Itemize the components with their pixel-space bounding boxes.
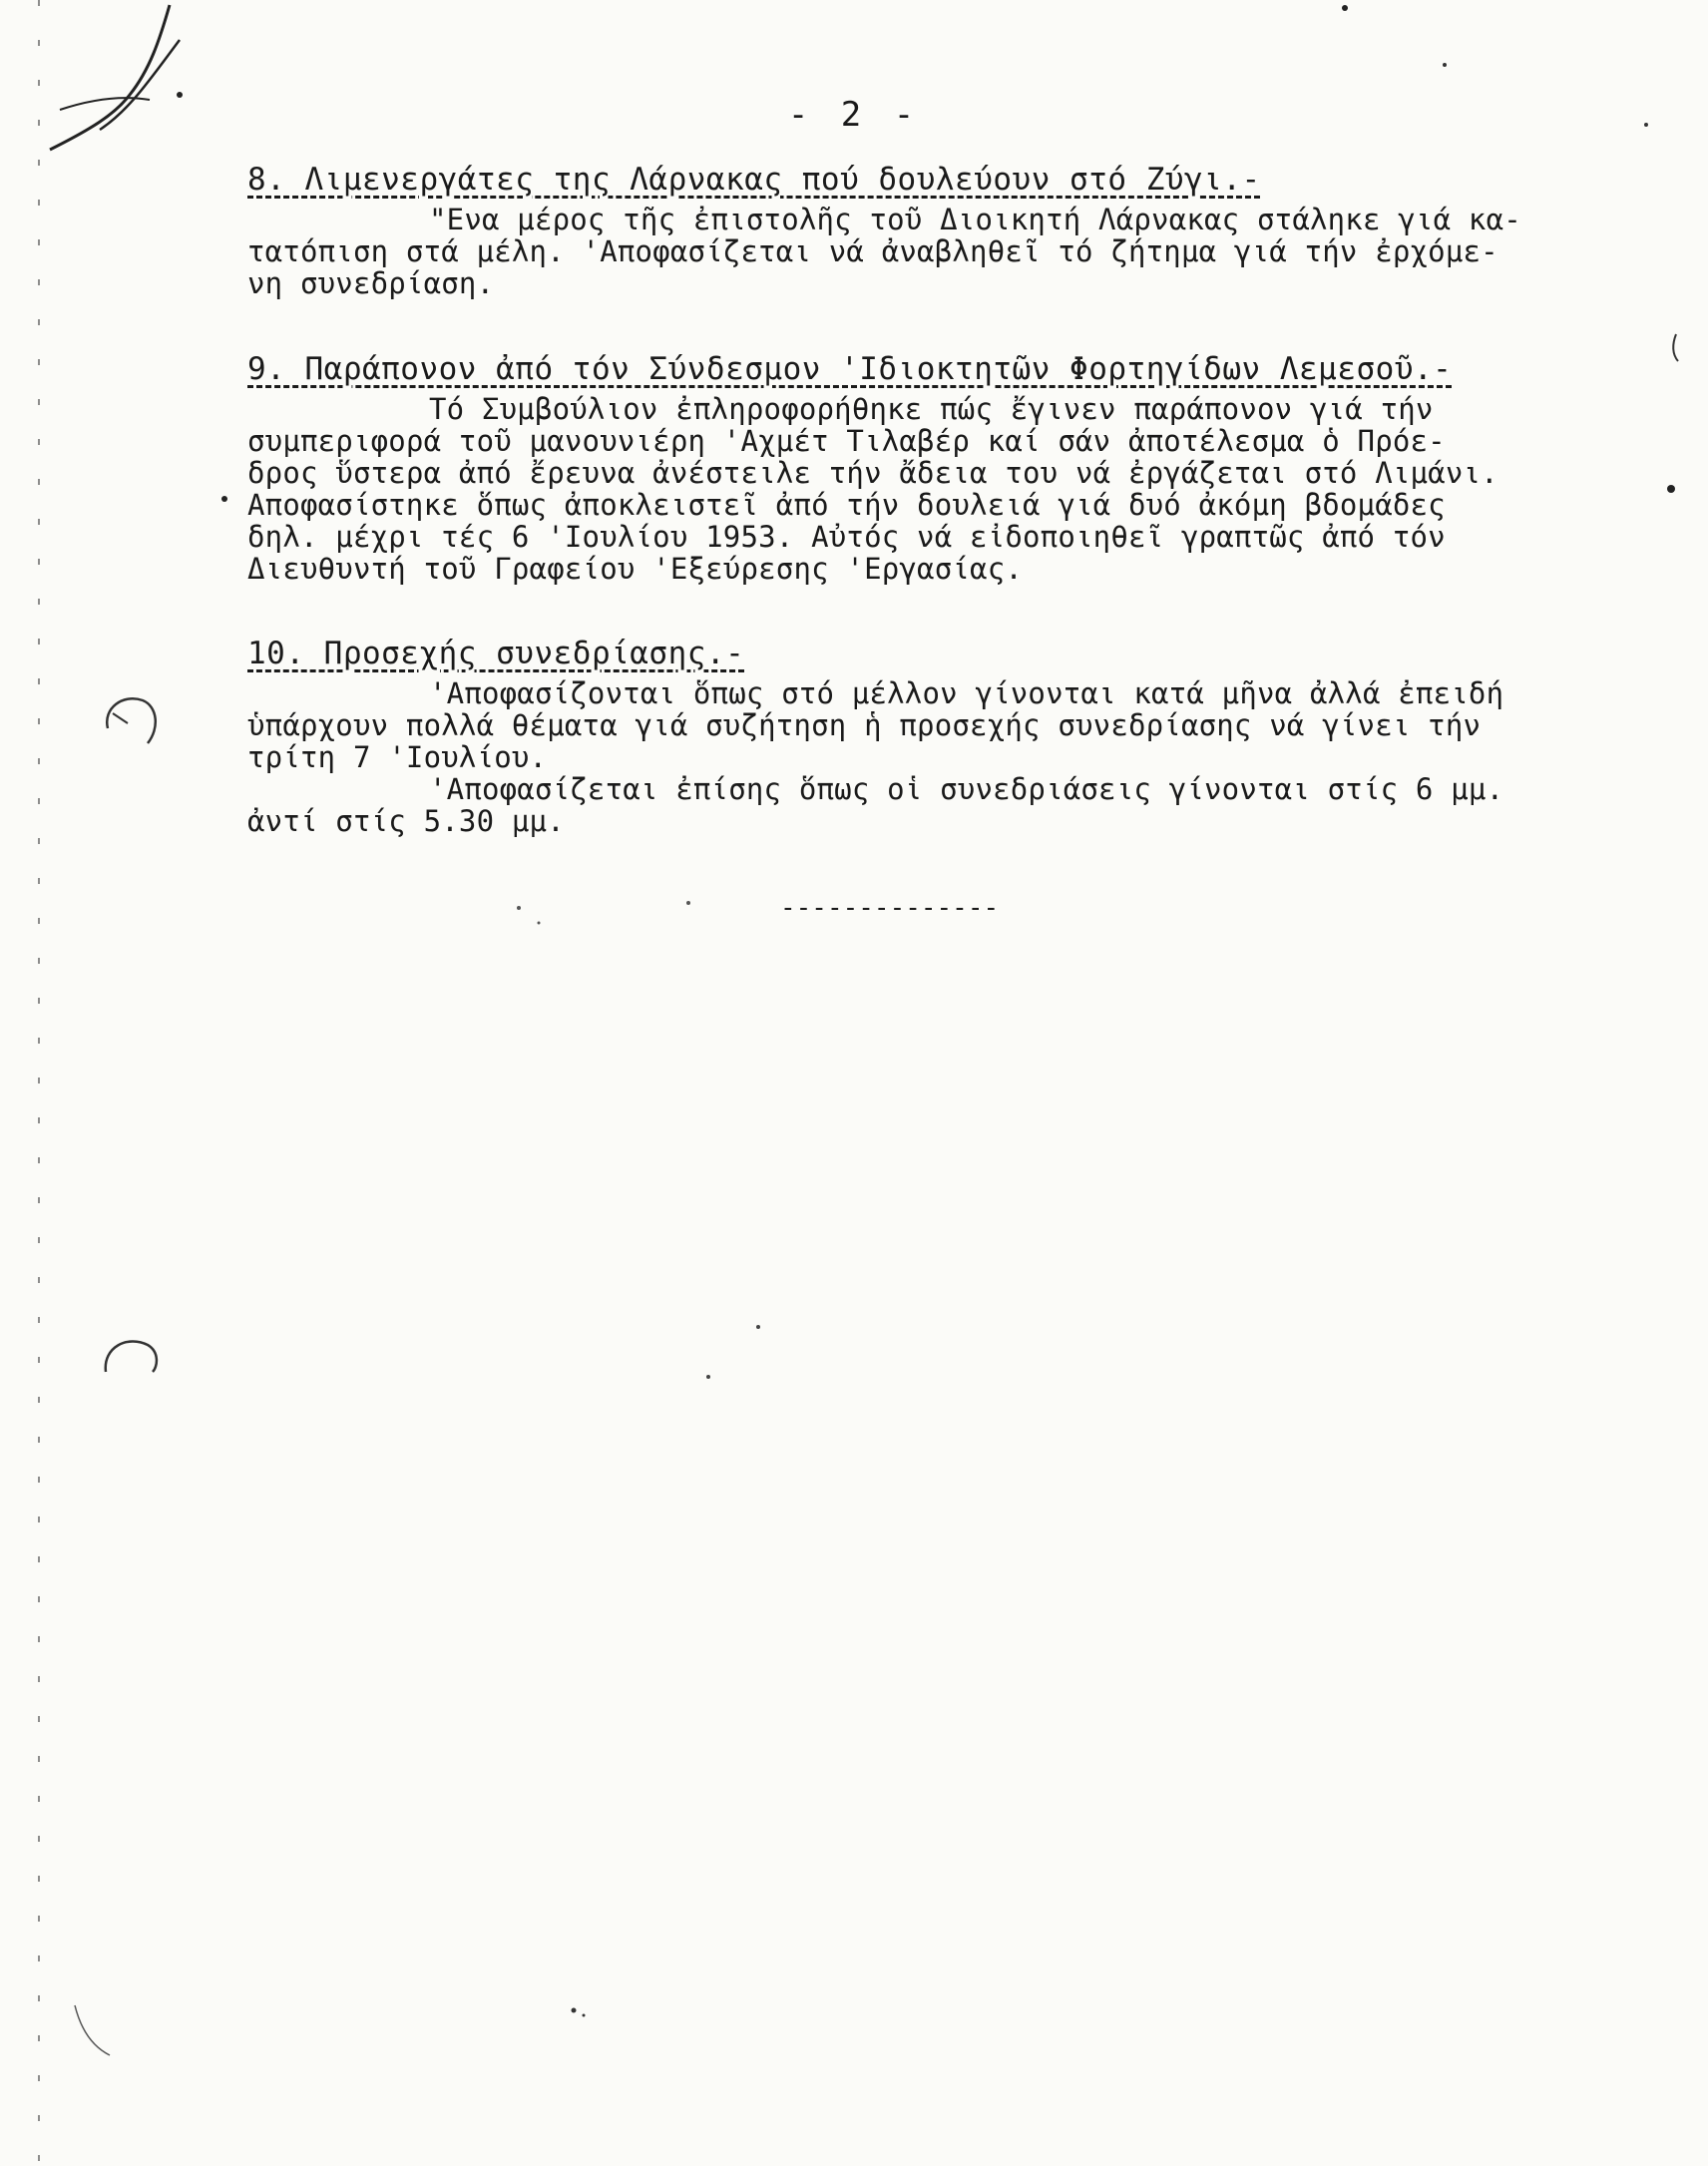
text-line: Διευθυντή τοῦ Γραφείου 'Εξεύρεσης 'Εργασίας. — [247, 552, 1024, 586]
text-line: "Ενα μέρος τῆς ἐπιστολῆς τοῦ Διοικητή Λάρνακας στάληκε γιά κα- — [429, 203, 1521, 236]
section-heading: 8. Λιμενεργάτες της Λάρνακας πού δουλεύουν στό Ζύγι.- — [247, 162, 1261, 198]
separator-line: -------------- — [780, 893, 1000, 923]
text-line: ὑπάρχουν πολλά θέματα γιά συζήτηση ἡ προσεχής συνεδρίασης νά γίνει τήν — [247, 708, 1482, 742]
section-heading: 9. Παράπονον ἀπό τόν Σύνδεσμον 'Ιδιοκτητῶν Φορτηγίδων Λεμεσοῦ.- — [247, 351, 1453, 387]
text-line: συμπεριφορά τοῦ μανουνιέρη 'Αχμέτ Τιλαβέρ καί σάν ἀποτέλεσμα ὁ Πρόε- — [247, 424, 1446, 458]
page-number: - 2 - — [787, 95, 921, 135]
text-line: δηλ. μέχρι τές 6 'Ιουλίου 1953. Αὐτός νά εἰδοποιηθεῖ γραπτῶς ἀπό τόν — [247, 520, 1446, 554]
text-line: νη συνεδρίαση. — [247, 266, 495, 300]
text-line: τατόπιση στά μέλη. 'Αποφασίζεται νά ἀναβληθεῖ τό ζήτημα γιά τήν ἐρχόμε- — [247, 234, 1498, 268]
text-line: Τό Συμβούλιον ἐπληροφορήθηκε πώς ἔγινεν παράπονον γιά τήν — [429, 392, 1434, 426]
text-line: 'Αποφασίζεται ἐπίσης ὅπως οἱ συνεδριάσεις γίνονται στίς 6 μμ. — [429, 772, 1504, 806]
text-line: Αποφασίστηκε ὅπως ἀποκλειστεῖ ἀπό τήν δουλειά γιά δυό ἀκόμη βδομάδες — [247, 488, 1446, 522]
text-line: ἀντί στίς 5.30 μμ. — [247, 804, 565, 838]
text-line: 'Αποφασίζονται ὅπως στό μέλλον γίνονται κατά μῆνα ἀλλά ἐπειδή — [429, 676, 1504, 710]
section-heading: 10. Προσεχής συνεδρίασης.- — [247, 636, 745, 671]
text-line: τρίτη 7 'Ιουλίου. — [247, 740, 548, 774]
text-line: δρος ὕστερα ἀπό ἔρευνα ἀνέστειλε τήν ἄδεια του νά ἐργάζεται στό Λιμάνι. — [247, 456, 1498, 490]
